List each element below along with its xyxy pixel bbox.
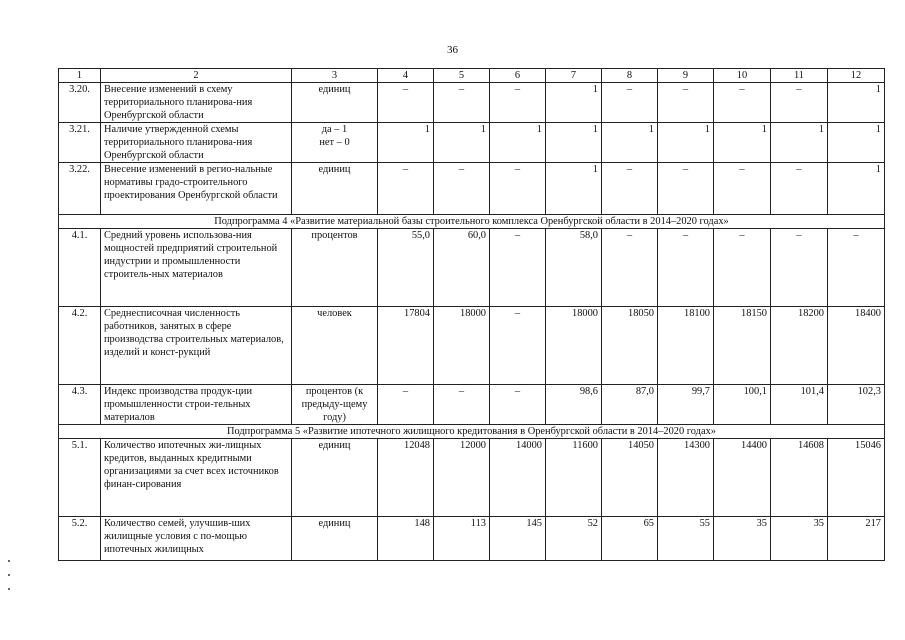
- value-cell: –: [378, 163, 434, 215]
- column-number: 10: [714, 69, 771, 83]
- value-cell: 35: [714, 517, 771, 561]
- table-row: [59, 439, 885, 517]
- value-cell: 1: [546, 123, 602, 163]
- table-row: [59, 163, 885, 215]
- subprogram-title: Подпрограмма 4 «Развитие материальной базы строительного комплекса Оренбургской области в 2014–2020 годах»: [59, 215, 885, 229]
- value-cell: –: [658, 229, 714, 307]
- value-cell: 100,1: [714, 385, 771, 425]
- scan-margin-marks: [8, 560, 11, 610]
- value-cell: –: [434, 385, 490, 425]
- unit-of-measure: единиц: [292, 517, 378, 561]
- column-number: 11: [771, 69, 828, 83]
- unit-of-measure: человек: [292, 307, 378, 385]
- value-cell: 1: [378, 123, 434, 163]
- value-cell: 58,0: [546, 229, 602, 307]
- value-cell: 15046: [828, 439, 885, 517]
- value-cell: –: [658, 83, 714, 123]
- row-number: 5.1.: [59, 439, 101, 517]
- value-cell: 17804: [378, 307, 434, 385]
- value-cell: 1: [828, 163, 885, 215]
- value-cell: 1: [434, 123, 490, 163]
- unit-of-measure: процентов (к предыду-щему году): [292, 385, 378, 425]
- unit-of-measure: единиц: [292, 163, 378, 215]
- column-number: 1: [59, 69, 101, 83]
- value-cell: 14400: [714, 439, 771, 517]
- row-number: 3.21.: [59, 123, 101, 163]
- indicator-name: Наличие утвержденной схемы территориального планирова-ния Оренбургской области: [101, 123, 292, 163]
- value-cell: 55,0: [378, 229, 434, 307]
- value-cell: 14000: [490, 439, 546, 517]
- value-cell: –: [434, 163, 490, 215]
- table-row: [59, 123, 885, 163]
- unit-of-measure: процентов: [292, 229, 378, 307]
- value-cell: –: [714, 83, 771, 123]
- value-cell: 1: [771, 123, 828, 163]
- table-row: [59, 307, 885, 385]
- value-cell: –: [658, 163, 714, 215]
- value-cell: 98,6: [546, 385, 602, 425]
- unit-of-measure: единиц: [292, 439, 378, 517]
- value-cell: 14300: [658, 439, 714, 517]
- value-cell: –: [490, 307, 546, 385]
- value-cell: 18150: [714, 307, 771, 385]
- value-cell: 217: [828, 517, 885, 561]
- indicator-name: Среднесписочная численность работников, занятых в сфере производства строительных материалов, изделий и конст-рукций: [101, 307, 292, 385]
- column-number-row: [59, 69, 885, 83]
- row-number: 3.22.: [59, 163, 101, 215]
- subprogram-header-row: [59, 425, 885, 439]
- table-row: [59, 517, 885, 561]
- value-cell: 1: [828, 123, 885, 163]
- value-cell: 101,4: [771, 385, 828, 425]
- row-number: 4.2.: [59, 307, 101, 385]
- column-number: 2: [101, 69, 292, 83]
- value-cell: 102,3: [828, 385, 885, 425]
- value-cell: 14608: [771, 439, 828, 517]
- value-cell: 12048: [378, 439, 434, 517]
- value-cell: 65: [602, 517, 658, 561]
- value-cell: –: [378, 385, 434, 425]
- column-number: 5: [434, 69, 490, 83]
- value-cell: –: [490, 83, 546, 123]
- unit-of-measure: да – 1 нет – 0: [292, 123, 378, 163]
- row-number: 4.1.: [59, 229, 101, 307]
- value-cell: –: [490, 229, 546, 307]
- table-row: [59, 83, 885, 123]
- value-cell: –: [828, 229, 885, 307]
- indicator-name: Количество ипотечных жи-лищных кредитов, выданных кредитными организациями за счет всех источников финан-сирования: [101, 439, 292, 517]
- value-cell: 148: [378, 517, 434, 561]
- value-cell: 60,0: [434, 229, 490, 307]
- value-cell: 1: [546, 83, 602, 123]
- value-cell: 1: [546, 163, 602, 215]
- row-number: 4.3.: [59, 385, 101, 425]
- value-cell: 18100: [658, 307, 714, 385]
- subprogram-header-row: [59, 215, 885, 229]
- value-cell: 18200: [771, 307, 828, 385]
- indicators-table: [58, 68, 885, 561]
- page-number: 36: [447, 44, 458, 56]
- value-cell: –: [602, 229, 658, 307]
- row-number: 5.2.: [59, 517, 101, 561]
- indicator-name: Индекс производства продук-ции промышленности строи-тельных материалов: [101, 385, 292, 425]
- value-cell: 1: [714, 123, 771, 163]
- value-cell: 52: [546, 517, 602, 561]
- value-cell: –: [602, 163, 658, 215]
- value-cell: 11600: [546, 439, 602, 517]
- value-cell: 18400: [828, 307, 885, 385]
- indicator-name: Внесение изменений в схему территориального планирова-ния Оренбургской области: [101, 83, 292, 123]
- column-number: 3: [292, 69, 378, 83]
- indicator-name: Внесение изменений в регио-нальные нормативы градо-строительного проектирования Оренбургской области: [101, 163, 292, 215]
- value-cell: –: [490, 385, 546, 425]
- table-row: [59, 229, 885, 307]
- value-cell: 87,0: [602, 385, 658, 425]
- subprogram-title: Подпрограмма 5 «Развитие ипотечного жилищного кредитования в Оренбургской области в 2014–2020 годах»: [59, 425, 885, 439]
- value-cell: –: [434, 83, 490, 123]
- value-cell: –: [714, 163, 771, 215]
- indicator-name: Количество семей, улучшив-ших жилищные условия с по-мощью ипотечных жилищных: [101, 517, 292, 561]
- value-cell: –: [771, 163, 828, 215]
- value-cell: 99,7: [658, 385, 714, 425]
- table-row: [59, 385, 885, 425]
- column-number: 4: [378, 69, 434, 83]
- value-cell: –: [602, 83, 658, 123]
- unit-of-measure: единиц: [292, 83, 378, 123]
- value-cell: 55: [658, 517, 714, 561]
- value-cell: 18000: [546, 307, 602, 385]
- column-number: 12: [828, 69, 885, 83]
- column-number: 6: [490, 69, 546, 83]
- value-cell: 35: [771, 517, 828, 561]
- value-cell: 145: [490, 517, 546, 561]
- value-cell: –: [490, 163, 546, 215]
- row-number: 3.20.: [59, 83, 101, 123]
- value-cell: 113: [434, 517, 490, 561]
- value-cell: 1: [828, 83, 885, 123]
- value-cell: –: [714, 229, 771, 307]
- column-number: 8: [602, 69, 658, 83]
- value-cell: 1: [602, 123, 658, 163]
- value-cell: 12000: [434, 439, 490, 517]
- value-cell: 1: [490, 123, 546, 163]
- column-number: 7: [546, 69, 602, 83]
- value-cell: –: [771, 83, 828, 123]
- indicator-name: Средний уровень использова-ния мощностей предприятий строительной индустрии и промышленности строитель-ных материалов: [101, 229, 292, 307]
- value-cell: 14050: [602, 439, 658, 517]
- column-number: 9: [658, 69, 714, 83]
- value-cell: 18000: [434, 307, 490, 385]
- value-cell: –: [378, 83, 434, 123]
- value-cell: 18050: [602, 307, 658, 385]
- value-cell: 1: [658, 123, 714, 163]
- value-cell: –: [771, 229, 828, 307]
